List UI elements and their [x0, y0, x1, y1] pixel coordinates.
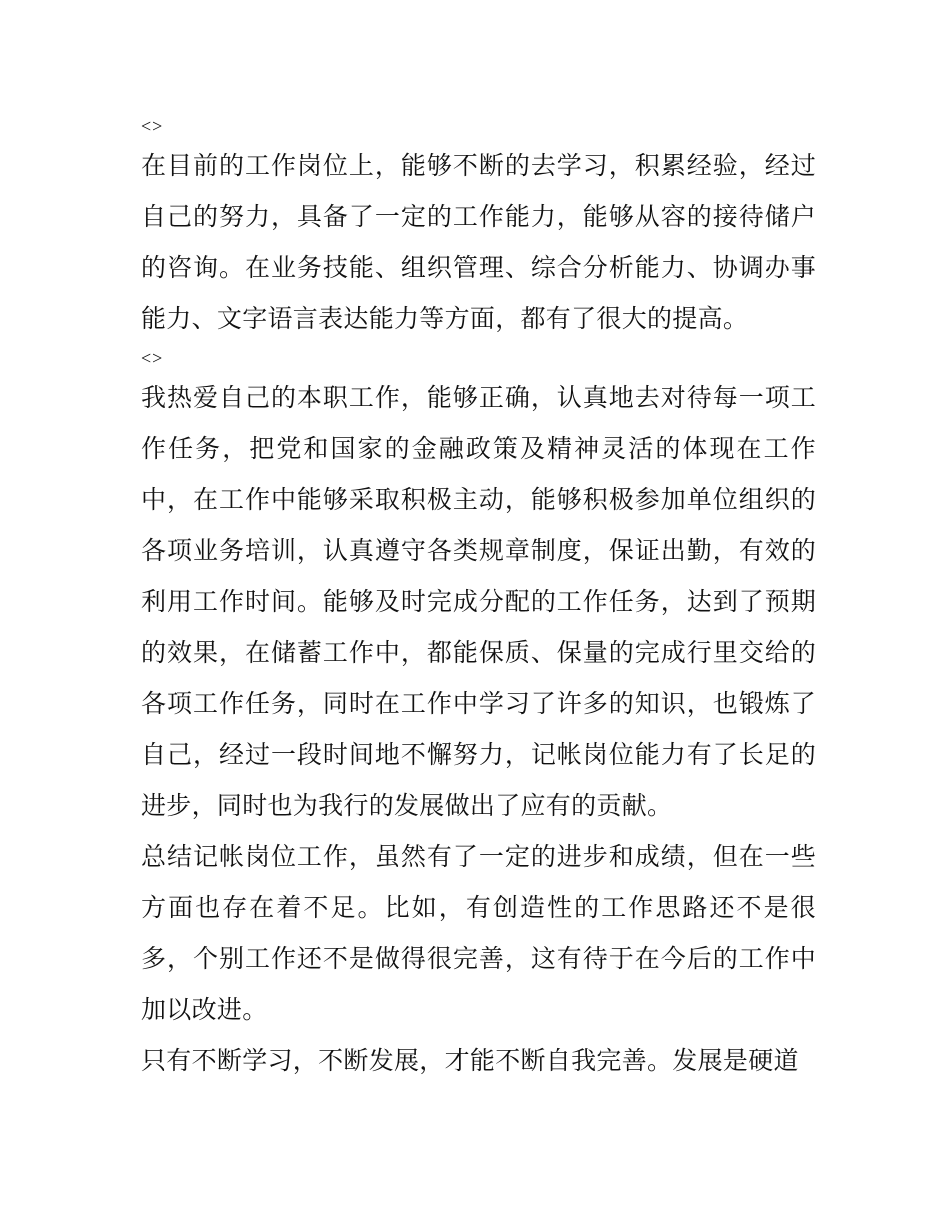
section-marker: <> — [141, 348, 164, 368]
paragraph-work-attitude: 我热爱自己的本职工作，能够正确，认真地去对待每一项工作任务，把党和国家的金融政策及精神灵活的体现在工作中，在工作中能够采取积极主动，能够积极参加单位组织的各项业务培训，认真遵守各类规章制度，保证出勤，有效的利用工作时间。能够及时完成分配的工作任务，达到了预期的效果，在储蓄工作中，都能保质、保量的完成行里交给的各项工作任务，同时在工作中学习了许多的知识，也锻炼了自己，经过一段时间地不懈努力，记帐岗位能力有了长足的进步，同时也为我行的发展做出了应有的贡献。 — [141, 383, 816, 820]
document-body — [141, 112, 816, 1086]
paragraph-continuous-learning: 只有不断学习，不断发展，才能不断自我完善。发展是硬道 — [141, 1046, 799, 1075]
paragraph-work-ability: 在目前的工作岗位上，能够不断的去学习，积累经验，经过自己的努力，具备了一定的工作能力，能够从容的接待储户的咨询。在业务技能、组织管理、综合分析能力、协调办事能力、文字语言表达能力等方面，都有了很大的提高。 — [141, 151, 816, 333]
section-marker: <> — [141, 116, 164, 136]
paragraph-shortcomings: 总结记帐岗位工作，虽然有了一定的进步和成绩，但在一些方面也存在着不足。比如，有创造性的工作思路还不是很多，个别工作还不是做得很完善，这有待于在今后的工作中加以改进。 — [141, 842, 816, 1024]
